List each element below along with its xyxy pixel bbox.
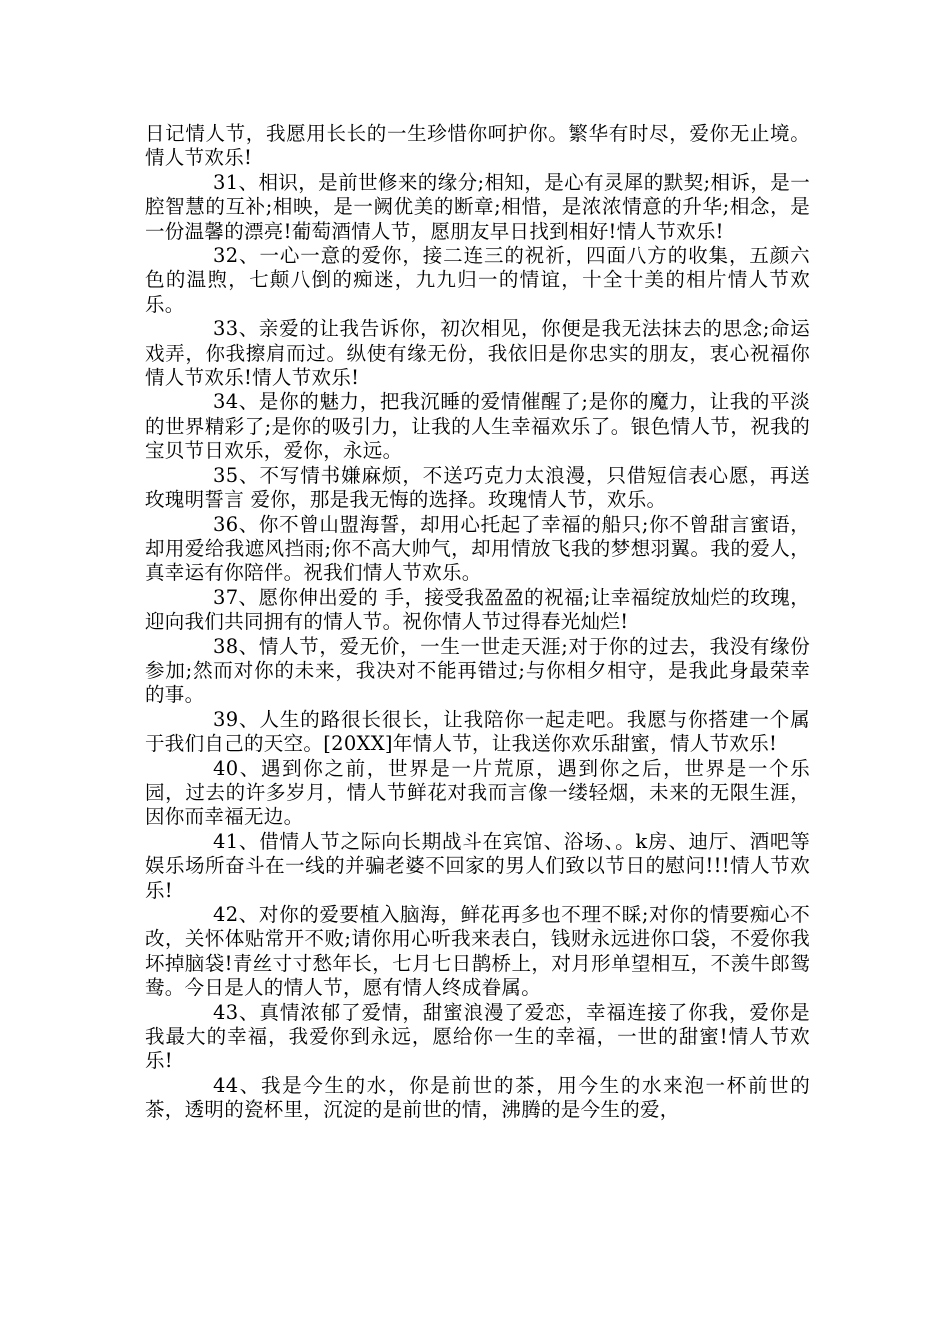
paragraph-33: 33、亲爱的让我告诉你，初次相见，你便是我无法抹去的思念;命运戏弄，你我擦肩而过。纵使有缘无份，我依旧是你忠实的朋友，衷心祝福你情人节欢乐!情人节欢乐! (145, 317, 810, 390)
paragraph-40: 40、遇到你之前，世界是一片荒原，遇到你之后，世界是一个乐园，过去的许多岁月，情人节鲜花对我而言像一缕轻烟，未来的无限生涯，因你而幸福无边。 (145, 756, 810, 829)
paragraph-intro-continued: 日记情人节，我愿用长长的一生珍惜你呵护你。繁华有时尽，爱你无止境。情人节欢乐! (145, 122, 810, 170)
document-page (145, 122, 810, 1123)
paragraph-31: 31、相识，是前世修来的缘分;相知，是心有灵犀的默契;相诉，是一腔智慧的互补;相映，是一阙优美的断章;相惜，是浓浓情意的升华;相念，是一份温馨的漂亮!葡萄酒情人节，愿朋友早日找到相好!情人节欢乐! (145, 170, 810, 243)
paragraph-32: 32、一心一意的爱你，接二连三的祝祈，四面八方的收集，五颜六色的温煦，七颠八倒的痴迷，九九归一的情谊，十全十美的相片情人节欢乐。 (145, 244, 810, 316)
paragraph-39: 39、人生的路很长很长，让我陪你一起走吧。我愿与你搭建一个属于我们自己的天空。[20XX]年情人节，让我送你欢乐甜蜜，情人节欢乐! (145, 707, 810, 756)
paragraph-35: 35、不写情书嫌麻烦，不送巧克力太浪漫，只借短信表心愿，再送玫瑰明誓言 爱你，那是我无悔的选择。玫瑰情人节，欢乐。 (145, 463, 810, 512)
paragraph-37: 37、愿你伸出爱的 手，接受我盈盈的祝福;让幸福绽放灿烂的玫瑰，迎向我们共同拥有的情人节。祝你情人节过得春光灿烂! (145, 585, 810, 634)
paragraph-34: 34、是你的魅力，把我沉睡的爱情催醒了;是你的魔力，让我的平淡的世界精彩了;是你的吸引力，让我的人生幸福欢乐了。银色情人节，祝我的宝贝节日欢乐，爱你，永远。 (145, 390, 810, 463)
paragraph-42: 42、对你的爱要植入脑海，鲜花再多也不理不睬;对你的情要痴心不改，关怀体贴常开不败;请你用心听我来表白，钱财永远进你口袋，不爱你我坏掉脑袋!青丝寸寸愁年长，七月七日鹊桥上，对月形单望相互，不羡牛郎鸳鸯。今日是人的情人节，愿有情人终成眷属。 (145, 903, 810, 1000)
paragraph-41: 41、借情人节之际向长期战斗在宾馆、浴场、。k房、迪厅、酒吧等娱乐场所奋斗在一线的并骗老婆不回家的男人们致以节日的慰问!!!情人节欢乐! (145, 829, 810, 902)
paragraph-43: 43、真情浓郁了爱情，甜蜜浪漫了爱恋，幸福连接了你我，爱你是我最大的幸福，我爱你到永远，愿给你一生的幸福，一世的甜蜜!情人节欢乐! (145, 1000, 810, 1073)
paragraph-44: 44、我是今生的水，你是前世的茶，用今生的水来泡一杯前世的茶，透明的瓷杯里，沉淀的是前世的情，沸腾的是今生的爱， (145, 1073, 810, 1122)
paragraph-38: 38、情人节，爱无价，一生一世走天涯;对于你的过去，我没有缘份参加;然而对你的未来，我决对不能再错过;与你相夕相守，是我此身最荣幸的事。 (145, 634, 810, 707)
paragraph-36: 36、你不曾山盟海誓，却用心托起了幸福的船只;你不曾甜言蜜语，却用爱给我遮风挡雨;你不高大帅气，却用情放飞我的梦想羽翼。我的爱人，真幸运有你陪伴。祝我们情人节欢乐。 (145, 512, 810, 585)
